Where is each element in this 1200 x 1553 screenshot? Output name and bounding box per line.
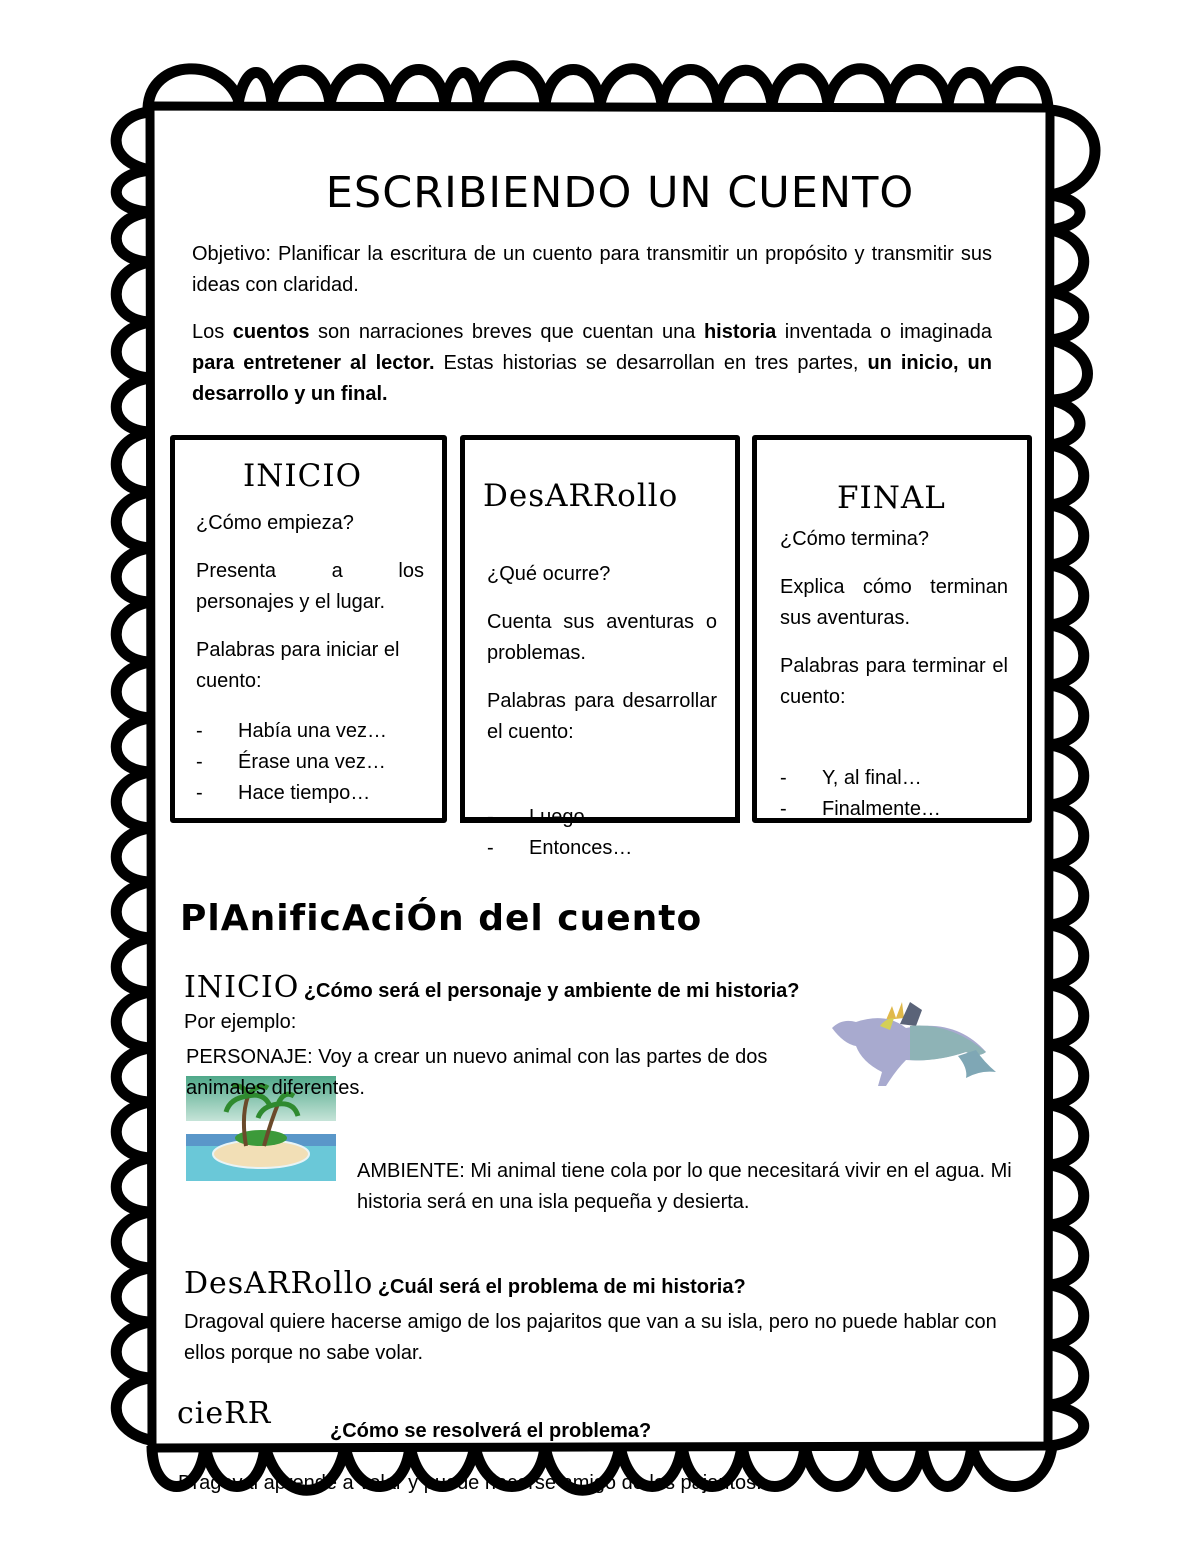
inicio-box-words-label: Palabras para iniciar el cuento: — [196, 639, 400, 692]
intro-bold-historia: historia — [703, 321, 777, 343]
planning-desarrollo-header — [184, 1266, 746, 1301]
planning-inicio-question: ¿Cómo será el personaje y ambiente de mi historia? — [303, 980, 800, 1002]
desarrollo-text: Dragoval quiere hacerse amigo de los pajaritos que van a su isla, pero no puede hablar con ellos porque no sabe volar. — [184, 1311, 997, 1364]
inicio-box — [170, 435, 447, 823]
inicio-box-description: Presenta a los personajes y el lugar. — [196, 560, 424, 613]
intro-text: son narraciones breves que cuentan una — [309, 321, 704, 343]
desarrollo-box-description: Cuenta sus aventuras o problemas. — [487, 611, 717, 664]
list-item: - Había una vez… — [196, 720, 387, 742]
planning-inicio-header — [184, 970, 800, 1005]
planning-section-title: PlAnificAciÓn del cuento — [180, 898, 703, 939]
final-box-question: ¿Cómo termina? — [780, 528, 929, 550]
desarrollo-box-heading: DesARRollo — [483, 478, 679, 514]
final-box-description: Explica cómo terminan sus aventuras. — [780, 576, 1008, 629]
final-box-heading: FINAL — [837, 480, 946, 516]
personaje-text: PERSONAJE: Voy a crear un nuevo animal con las partes de dos animales diferentes. — [186, 1046, 768, 1099]
intro-text: inventada o imaginada — [776, 321, 992, 343]
page-title: ESCRIBIENDO UN CUENTO — [325, 168, 915, 218]
desarrollo-words-list — [487, 802, 717, 864]
list-item: - Y, al final… — [780, 767, 922, 789]
list-item: - Hace tiempo… — [196, 782, 371, 804]
desarrollo-box — [460, 435, 740, 859]
creature-image — [828, 1000, 1000, 1092]
list-item: - Entonces… — [487, 837, 633, 859]
intro-bold-purpose: para entretener al lector. — [192, 352, 435, 374]
planning-desarrollo-question: ¿Cuál será el problema de mi historia? — [377, 1276, 746, 1298]
planning-inicio-heading: INICIO — [184, 970, 300, 1005]
planning-cierre-question: ¿Cómo se resolverá el problema? — [330, 1420, 652, 1442]
final-box-words-label: Palabras para terminar el cuento: — [780, 655, 1008, 708]
planning-desarrollo-heading: DesARRollo — [184, 1266, 374, 1301]
list-item: - Finalmente… — [780, 798, 941, 820]
cierre-text: Dragoval aprende a volar y puede hacerse amigo de los pajaritos. — [178, 1472, 762, 1494]
example-label: Por ejemplo: — [184, 1011, 297, 1033]
intro-bold-cuentos: cuentos — [232, 321, 310, 343]
intro-text: Estas historias se desarrollan en tres partes, — [434, 352, 868, 374]
planning-cierre-heading: cieRR — [177, 1396, 272, 1431]
objective-text: Objetivo: Planificar la escritura de un cuento para transmitir un propósito y transmitir sus ideas con claridad. — [192, 243, 992, 296]
ambiente-text: AMBIENTE: Mi animal tiene cola por lo que necesitará vivir en el agua. Mi historia será en una isla pequeña y desierta. — [357, 1160, 1012, 1213]
desarrollo-box-words-label: Palabras para desarrollar el cuento: — [487, 690, 717, 743]
inicio-words-list — [196, 716, 426, 809]
final-words-list — [780, 763, 1010, 825]
final-box — [752, 435, 1032, 823]
list-item: - Érase una vez… — [196, 751, 386, 773]
desarrollo-box-bottom-edge — [460, 817, 740, 823]
dragon-seal-creature-icon — [828, 1000, 1000, 1092]
inicio-box-question: ¿Cómo empieza? — [196, 512, 354, 534]
intro-text: Los — [192, 321, 233, 343]
intro-paragraph — [192, 317, 992, 410]
inicio-box-heading: INICIO — [243, 458, 362, 494]
desarrollo-box-question: ¿Qué ocurre? — [487, 563, 611, 585]
intro-bold-parts: un inicio, un desarrollo y un final. — [192, 352, 992, 405]
